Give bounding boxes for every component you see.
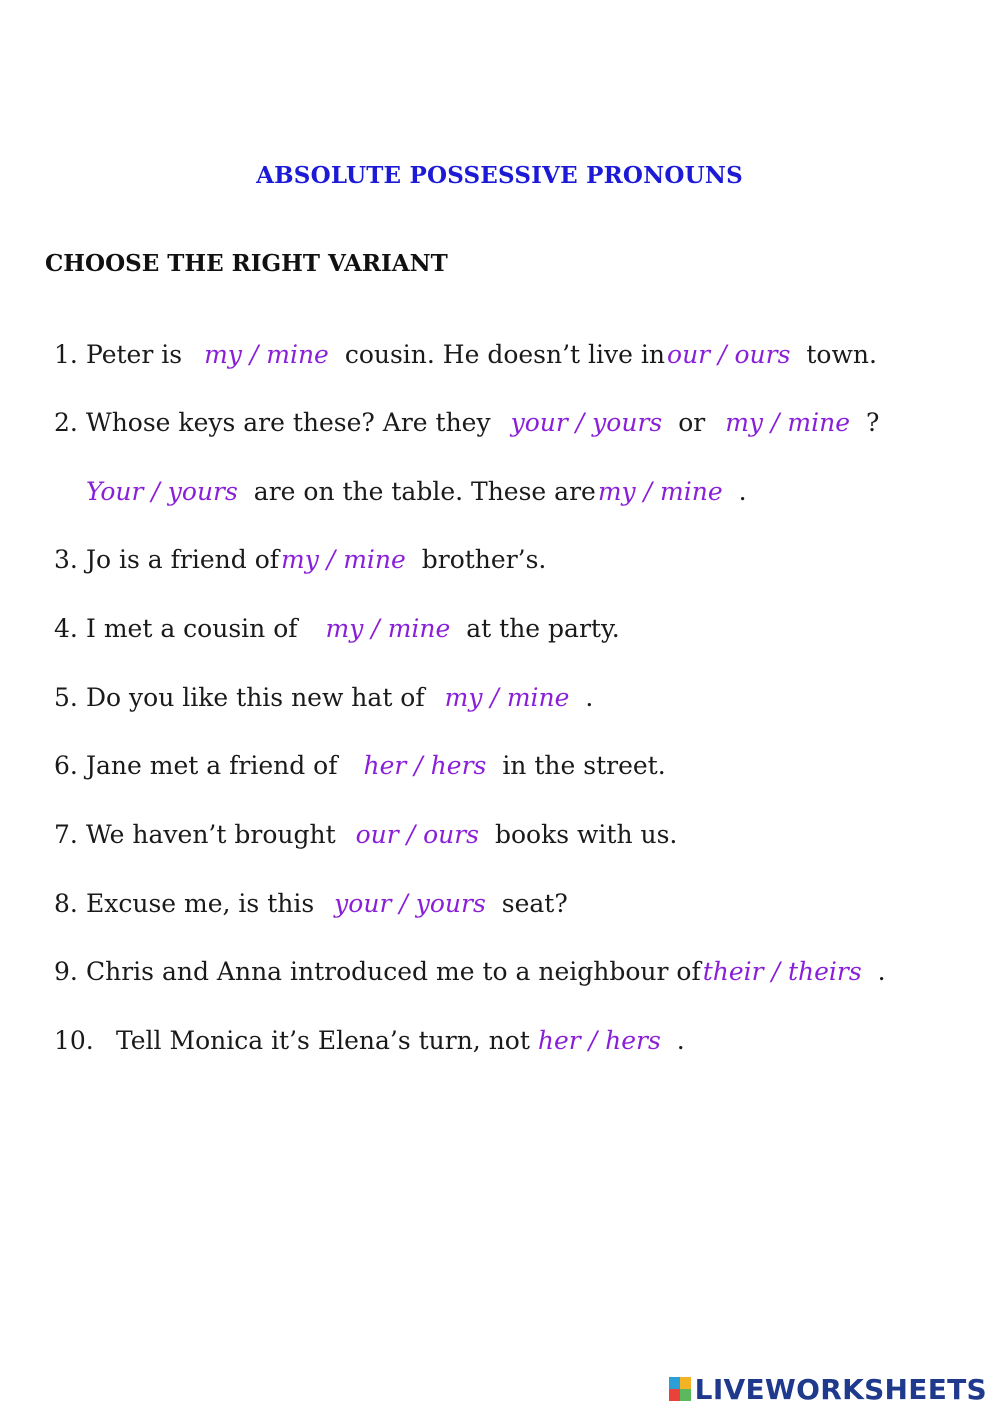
question-text: Jo is a friend of [86, 545, 279, 574]
question-number: 5. [54, 683, 78, 712]
question-number: 2. [54, 408, 78, 437]
question-text: books with us. [494, 820, 678, 849]
question-text: Peter is [86, 340, 183, 369]
option-separator: / [575, 408, 585, 437]
question-text: . [738, 477, 747, 506]
answer-option[interactable]: ours [423, 820, 480, 849]
answer-option[interactable]: theirs [787, 957, 862, 986]
answer-option[interactable]: our [667, 340, 711, 369]
question-text: or [678, 408, 706, 437]
option-separator: / [490, 683, 499, 712]
answer-option[interactable]: mine [343, 545, 406, 574]
question-number: 1. [54, 340, 78, 369]
question-text: cousin. He doesn’t live in [344, 340, 666, 369]
answer-option[interactable]: my [325, 614, 364, 643]
option-separator: / [371, 614, 380, 643]
answer-option[interactable]: your [510, 408, 568, 437]
question-number: 9. [54, 957, 78, 986]
option-separator: / [718, 340, 727, 369]
question-number: 8. [54, 889, 78, 918]
question-text: We haven’t brought [86, 820, 336, 849]
question-text: in the street. [502, 751, 666, 780]
answer-option[interactable]: my [725, 408, 764, 437]
question-text: Do you like this new hat of [86, 683, 425, 712]
question-number: 6. [54, 751, 78, 780]
answer-option[interactable]: Your [86, 477, 144, 506]
question-number: 4. [54, 614, 78, 643]
answer-option[interactable]: her [363, 751, 407, 780]
option-separator: / [771, 957, 780, 986]
option-separator: / [771, 408, 780, 437]
question-text: town. [806, 340, 877, 369]
answer-option[interactable]: yours [167, 477, 238, 506]
question-text: Tell Monica it’s Elena’s turn, not [116, 1026, 530, 1055]
question-text: Jane met a friend of [86, 751, 338, 780]
option-separator: / [399, 889, 408, 918]
question-text: seat? [501, 889, 568, 918]
answer-option[interactable]: yours [592, 408, 663, 437]
question-number: 10. [54, 1026, 94, 1055]
answer-option[interactable]: hers [430, 751, 487, 780]
answer-option[interactable]: hers [605, 1026, 661, 1055]
option-separator: / [406, 820, 416, 849]
question-number: 3. [54, 545, 78, 574]
question-text: brother’s. [421, 545, 547, 574]
question-text: I met a cousin of [86, 614, 298, 643]
question-text: are on the table. These are [253, 477, 596, 506]
question-text: . [676, 1026, 685, 1055]
answer-option[interactable]: mine [266, 340, 329, 369]
question-number: 7. [54, 820, 78, 849]
instruction-heading: CHOOSE THE RIGHT VARIANT [45, 250, 448, 277]
logo-text: LIVEWORKSHEETS [694, 1372, 987, 1406]
option-separator: / [588, 1026, 598, 1055]
answer-option[interactable]: your [334, 889, 392, 918]
answer-option[interactable]: mine [787, 408, 850, 437]
option-separator: / [249, 340, 259, 369]
question-text: . [585, 683, 594, 712]
answer-option[interactable]: our [355, 820, 399, 849]
question-text: at the party. [466, 614, 620, 643]
answer-option[interactable]: mine [387, 614, 451, 643]
liveworksheets-logo[interactable] [669, 1372, 987, 1406]
answer-option[interactable]: my [281, 545, 319, 574]
answer-option[interactable]: ours [734, 340, 791, 369]
worksheet-title: ABSOLUTE POSSESSIVE PRONOUNS [256, 162, 743, 189]
question-text: ? [865, 408, 880, 437]
answer-option[interactable]: their [702, 957, 764, 986]
answer-option[interactable]: her [537, 1026, 581, 1055]
answer-option[interactable]: my [597, 477, 636, 506]
option-separator: / [414, 751, 423, 780]
option-separator: / [643, 477, 653, 506]
answer-option[interactable]: mine [506, 683, 570, 712]
answer-option[interactable]: yours [415, 889, 486, 918]
answer-option[interactable]: my [444, 683, 483, 712]
option-separator: / [151, 477, 160, 506]
answer-option[interactable]: my [204, 340, 242, 369]
liveworksheets-logo-icon [669, 1377, 691, 1401]
question-text: . [877, 957, 886, 986]
question-text: Whose keys are these? Are they [86, 408, 491, 437]
question-text: Excuse me, is this [86, 889, 315, 918]
answer-option[interactable]: mine [660, 477, 723, 506]
option-separator: / [326, 545, 336, 574]
question-text: Chris and Anna introduced me to a neighbour of [86, 957, 701, 986]
